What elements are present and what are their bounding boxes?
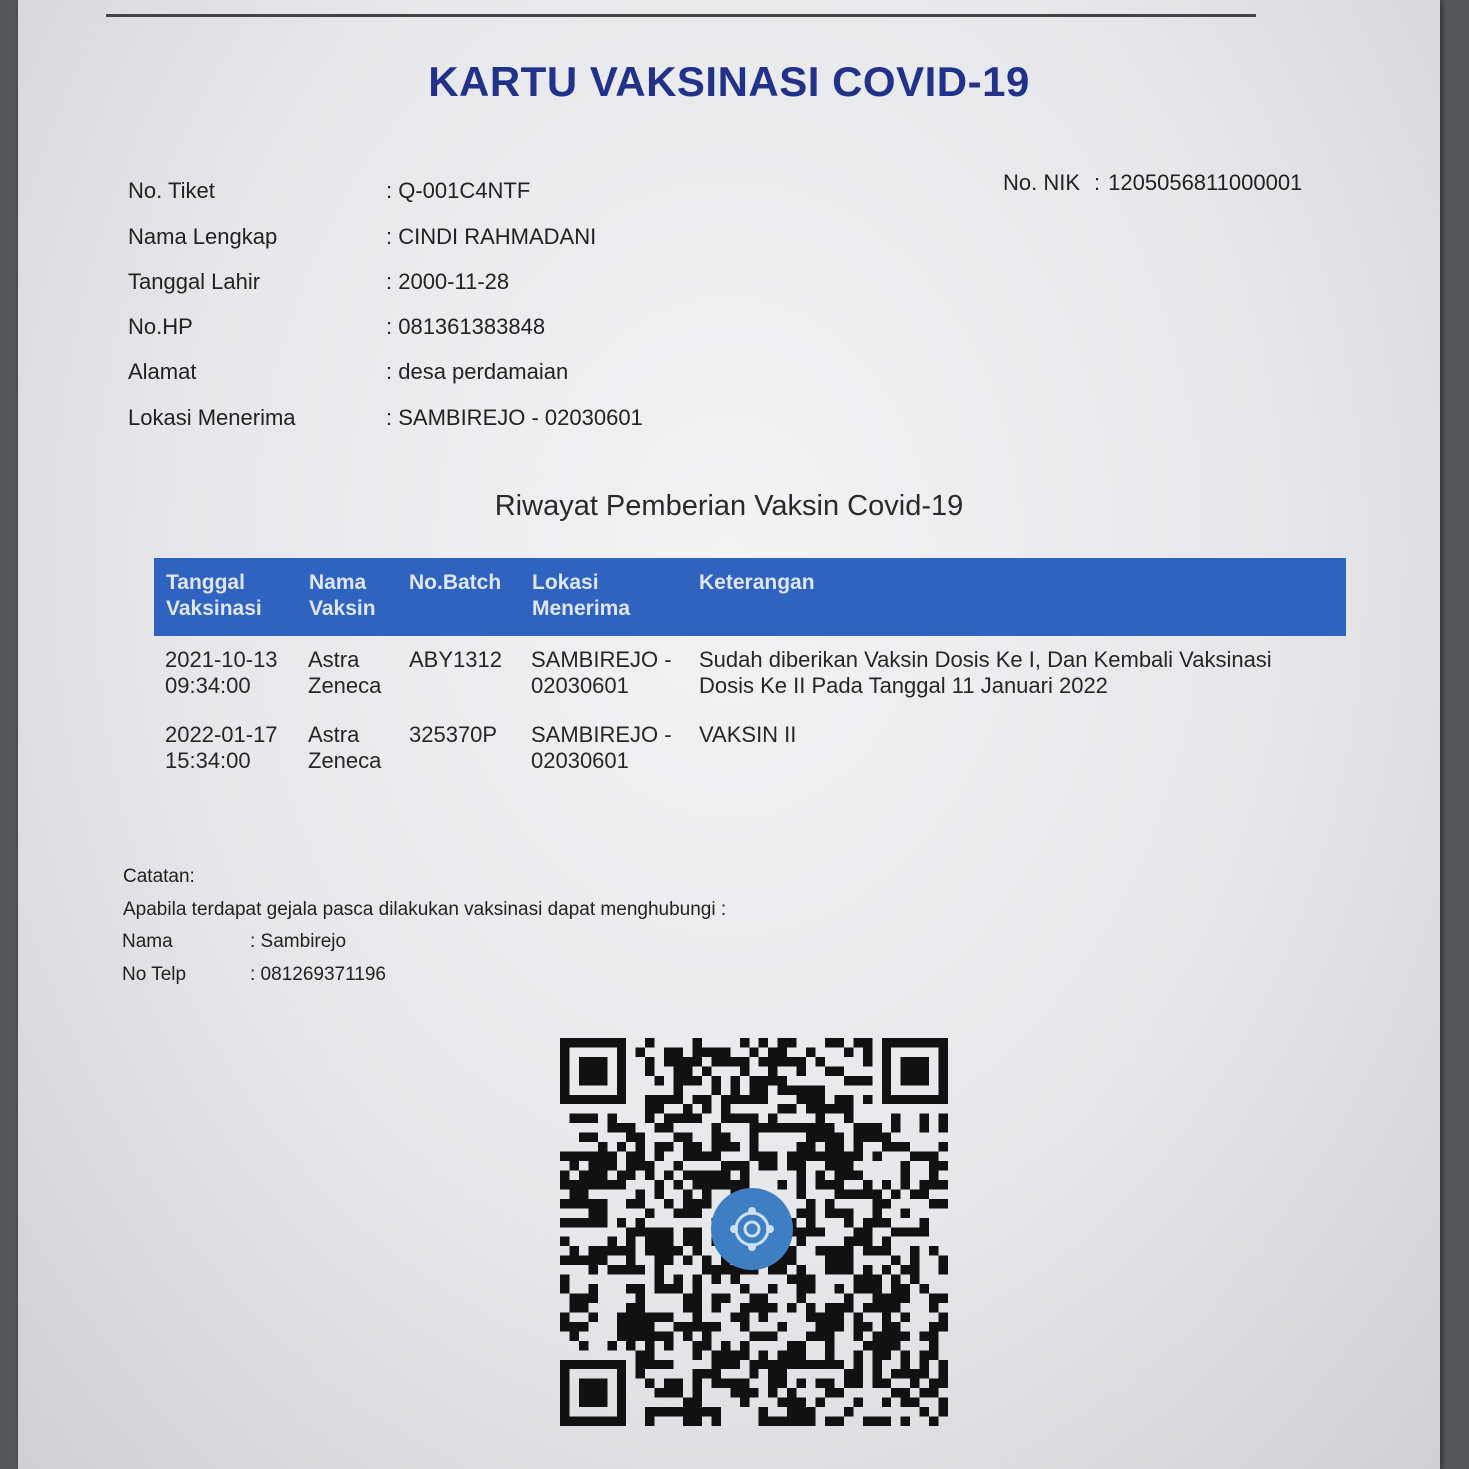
header-batch: No.Batch bbox=[409, 571, 502, 594]
info-value: : CINDI RAHMADANI bbox=[386, 224, 597, 249]
info-value: : SAMBIREJO - 02030601 bbox=[386, 405, 643, 430]
cell-lokasi: SAMBIREJO - 02030601 bbox=[531, 722, 672, 773]
table-header bbox=[154, 558, 1346, 636]
notes-heading: Catatan: bbox=[123, 866, 195, 887]
cell-tanggal: 2021-10-13 09:34:00 bbox=[165, 647, 278, 698]
nik-field: No. NIK : 1205056811000001 bbox=[1003, 170, 1303, 195]
nik-label: No. NIK bbox=[1003, 170, 1081, 195]
info-label: Nama Lengkap bbox=[128, 224, 278, 249]
history-title: Riwayat Pemberian Vaksin Covid-19 bbox=[494, 490, 964, 522]
contact-value: : 081269371196 bbox=[250, 964, 386, 985]
vaccination-card bbox=[18, 0, 1440, 1469]
qr-logo-icon bbox=[711, 1188, 793, 1270]
info-label: Tanggal Lahir bbox=[128, 269, 261, 294]
nik-value: 1205056811000001 bbox=[1108, 170, 1303, 195]
cell-batch: ABY1312 bbox=[409, 647, 502, 672]
contact-phone-row bbox=[122, 964, 386, 986]
header-lokasi: Lokasi Menerima bbox=[532, 571, 631, 620]
header-tanggal: Tanggal Vaksinasi bbox=[166, 571, 262, 620]
info-value: : desa perdamaian bbox=[386, 359, 569, 384]
cell-lokasi: SAMBIREJO - 02030601 bbox=[531, 647, 672, 698]
pedulilindungi-logo-icon bbox=[725, 1202, 779, 1256]
header-nama-vaksin: Nama Vaksin bbox=[309, 571, 376, 620]
top-divider bbox=[106, 14, 1256, 17]
contact-value: : Sambirejo bbox=[250, 931, 347, 952]
info-label: Lokasi Menerima bbox=[128, 405, 296, 430]
cell-batch: 325370P bbox=[409, 722, 498, 747]
cell-nama-vaksin: Astra Zeneca bbox=[308, 722, 382, 773]
info-label: Alamat bbox=[128, 359, 197, 384]
cell-tanggal: 2022-01-17 15:34:00 bbox=[165, 722, 278, 773]
info-label: No.HP bbox=[128, 314, 193, 339]
cell-nama-vaksin: Astra Zeneca bbox=[308, 647, 382, 698]
contact-name-row bbox=[122, 931, 347, 953]
contact-label: Nama bbox=[122, 931, 173, 952]
notes-text: Apabila terdapat gejala pasca dilakukan vaksinasi dapat menghubungi : bbox=[123, 899, 727, 920]
cell-keterangan: VAKSIN II bbox=[699, 722, 797, 747]
info-value: : Q-001C4NTF bbox=[386, 178, 531, 203]
info-value: : 2000-11-28 bbox=[386, 269, 510, 294]
header-keterangan: Keterangan bbox=[699, 571, 815, 594]
contact-label: No Telp bbox=[122, 964, 187, 985]
info-value: : 081361383848 bbox=[386, 314, 546, 339]
cell-keterangan: Sudah diberikan Vaksin Dosis Ke I, Dan Kembali Vaksinasi Dosis Ke II Pada Tanggal 11 Januari 2022 bbox=[699, 647, 1272, 698]
card-title: KARTU VAKSINASI COVID-19 bbox=[428, 58, 1030, 105]
info-label: No. Tiket bbox=[128, 178, 215, 203]
